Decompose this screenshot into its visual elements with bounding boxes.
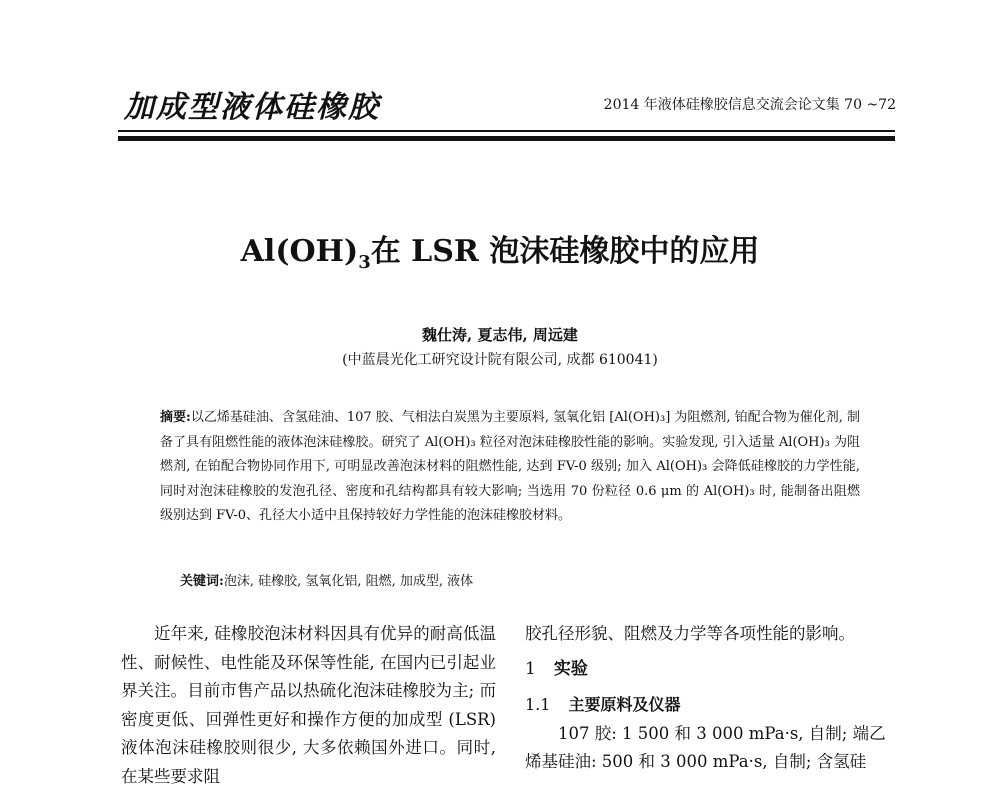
title-subscript: 3 (358, 252, 371, 273)
materials-paragraph: 107 胶: 1 500 和 3 000 mPa·s, 自制; 端乙烯基硅油: 500 和 3 000 mPa·s, 自制; 含氢硅 (525, 723, 886, 771)
affiliation: (中蓝晨光化工研究设计院有限公司, 成都 610041) (342, 352, 658, 368)
subsection-heading (525, 691, 897, 720)
journal-name: 加成型液体硅橡胶 (124, 90, 380, 125)
abstract (160, 406, 860, 529)
proceedings-info: 2014 年液体硅橡胶信息交流会论文集 70 ~72 (603, 97, 896, 113)
authors: 魏仕涛, 夏志伟, 周远建 (422, 326, 578, 344)
subsection-title: 主要原料及仪器 (568, 695, 681, 714)
body-right-column (525, 620, 897, 777)
section-number: 1 (525, 658, 536, 679)
title-rest: 在 LSR 泡沫硅橡胶中的应用 (370, 234, 760, 269)
paper-title (0, 226, 1000, 273)
keywords-label: 关键词: (180, 574, 224, 589)
abstract-label: 摘要: (160, 410, 191, 425)
continuation-text: 胶孔径形貌、阻燃及力学等各项性能的影响。 (525, 624, 855, 643)
section-heading (525, 655, 897, 684)
title-prefix: Al(OH) (240, 234, 359, 269)
subsection-number: 1.1 (525, 695, 551, 714)
body-left-column (121, 620, 496, 791)
header-rule-thick (118, 136, 895, 141)
keywords (180, 570, 860, 589)
abstract-text: 以乙烯基硅油、含氢硅油、107 胶、气相法白炭黑为主要原料, 氢氧化铝 [Al(OH)₃] 为阻燃剂, 铂配合物为催化剂, 制备了具有阻燃性能的液体泡沫硅橡胶。研究了 Al(OH)₃ 粒径对泡沫硅橡胶性能的影响。实验发现, 引入适量 Al(OH)₃ 为阻燃剂, 在铂配合物协同作用下, 可明显改善泡沫材料的阻燃性能, 达到 FV-0 级别; 加入 Al(OH)₃ 会降低硅橡胶的力学性能, 同时对泡沫硅橡胶的发泡孔径、密度和孔结构都具有较大影响; 当选用 70 份粒径 0.6 μm 的 Al(OH)₃ 时, 能制备出阻燃级别达到 FV-0、孔径大小适中且保持较好力学性能的泡沫硅橡胶材料。 (160, 410, 860, 523)
intro-paragraph: 近年来, 硅橡胶泡沫材料因具有优异的耐高低温性、耐候性、电性能及环保等性能, 在国内已引起业界关注。目前市售产品以热硫化泡沫硅橡胶为主; 而密度更低、回弹性更好和操作方便的加成型 (LSR) 液体泡沫硅橡胶则很少, 大多依赖国外进口。同时, 在某些要求阻 (121, 624, 496, 786)
section-title: 实验 (553, 658, 588, 679)
keywords-text: 泡沫, 硅橡胶, 氢氧化铝, 阻燃, 加成型, 液体 (223, 574, 474, 589)
header-rule-thin (118, 130, 895, 132)
